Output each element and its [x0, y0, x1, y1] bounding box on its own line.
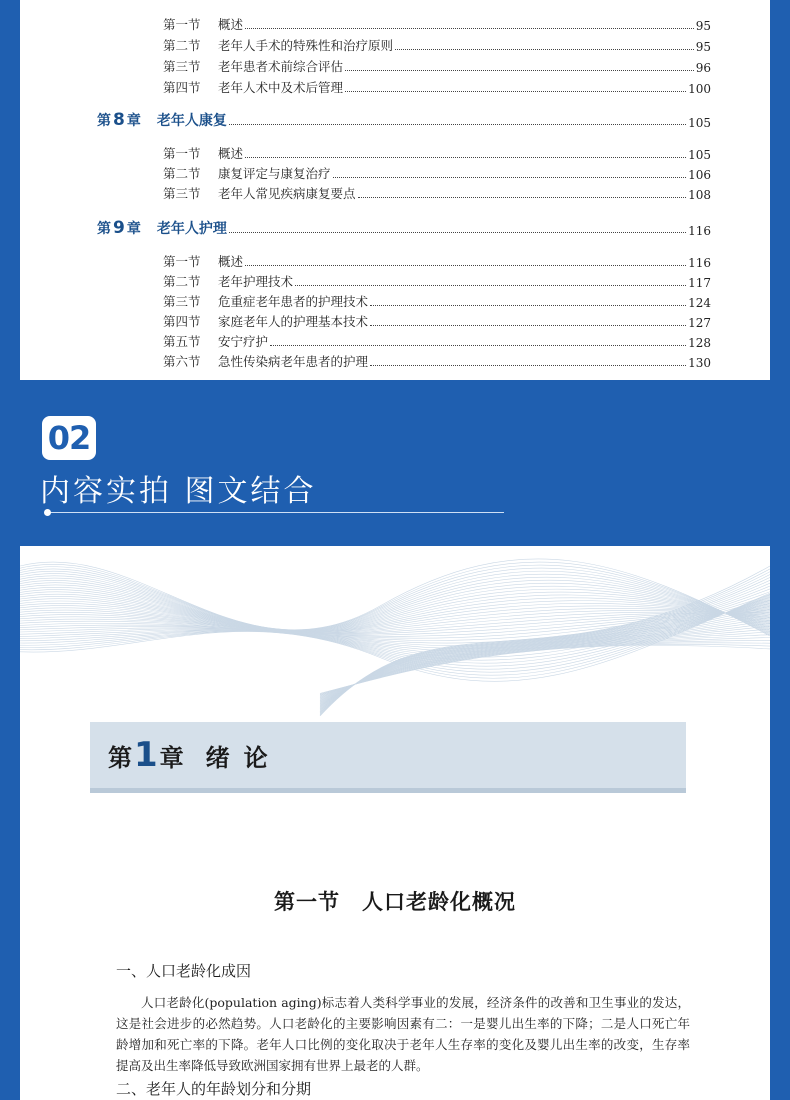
leader-dots: [370, 325, 686, 326]
page-number: 124: [688, 296, 711, 310]
page-number: 127: [688, 316, 711, 330]
chapter-prefix: 第: [97, 221, 111, 237]
entry-title: 家庭老年人的护理基本技术: [218, 314, 369, 329]
section-title: 内容实拍 图文结合: [40, 474, 317, 509]
toc-entry[interactable]: [163, 332, 711, 350]
leader-dots: [245, 157, 686, 158]
chapter-banner: [90, 722, 686, 793]
toc-chapter-8[interactable]: [97, 108, 711, 130]
page-number: 116: [688, 256, 711, 270]
chapter-suffix: 章: [159, 743, 184, 772]
section-label: 第一节: [163, 17, 201, 32]
entry-title: 老年护理技术: [218, 274, 294, 289]
page-number: 128: [688, 336, 711, 350]
subheading-1: 一、人口老龄化成因: [116, 962, 252, 980]
leader-dots: [345, 91, 686, 92]
chapter-name: 绪论: [205, 743, 282, 772]
subheading-2: 二、老年人的年龄划分和分期: [116, 1080, 312, 1098]
section-label: 第二节: [163, 274, 201, 289]
chapter-prefix: 第: [97, 113, 111, 129]
section-label: 第二节: [163, 38, 201, 53]
page-number: 95: [695, 19, 711, 33]
section-label: 第三节: [163, 59, 201, 74]
toc-entry[interactable]: [163, 36, 711, 54]
chapter-prefix: 第: [108, 743, 132, 772]
leader-dots: [370, 365, 686, 366]
toc-entry[interactable]: [163, 312, 711, 330]
section-label: 第一节: [163, 146, 201, 161]
leader-dots: [370, 305, 686, 306]
divider-dot-icon: [44, 509, 51, 516]
chapter-suffix: 章: [126, 221, 141, 237]
entry-title: 概述: [218, 17, 244, 32]
leader-dots: [358, 197, 687, 198]
toc-page: [20, 0, 770, 380]
toc-entry[interactable]: [163, 252, 711, 270]
leader-dots: [245, 28, 694, 29]
chapter-number: 9: [113, 218, 125, 238]
section-label: 第三节: [163, 186, 201, 201]
chapter-number: 8: [113, 110, 125, 130]
entry-title: 急性传染病老年患者的护理: [218, 354, 369, 369]
entry-title: 危重症老年患者的护理技术: [218, 294, 369, 309]
page-number: 106: [688, 168, 711, 182]
section-label: 第四节: [163, 80, 201, 95]
leader-dots: [345, 70, 694, 71]
toc-entry[interactable]: [163, 144, 711, 162]
toc-entry[interactable]: [163, 184, 711, 202]
section-label: 第四节: [163, 314, 201, 329]
leader-dots: [333, 177, 687, 178]
toc-entry[interactable]: [163, 15, 711, 33]
leader-dots: [395, 49, 694, 50]
toc-entry[interactable]: [163, 292, 711, 310]
section-divider: [48, 512, 504, 513]
chapter-name: 老年人康复: [156, 113, 227, 129]
wave-decoration-icon: [20, 546, 770, 716]
entry-title: 安宁疗护: [218, 334, 269, 349]
page-number: 117: [688, 276, 711, 290]
entry-title: 老年人手术的特殊性和治疗原则: [218, 38, 394, 53]
page-number: 95: [695, 40, 711, 54]
page-number: 105: [688, 148, 711, 162]
leader-dots: [295, 285, 686, 286]
page-number: 100: [688, 82, 711, 96]
section-label: 第三节: [163, 294, 201, 309]
leader-dots: [229, 124, 686, 125]
section-label: 第五节: [163, 334, 201, 349]
leader-dots: [229, 232, 686, 233]
book-page: [20, 546, 770, 1100]
chapter-suffix: 章: [126, 113, 141, 129]
toc-chapter-9[interactable]: [97, 216, 711, 238]
section-label: 第一节: [163, 254, 201, 269]
page-number: 105: [688, 116, 711, 130]
chapter-number: 1: [134, 735, 158, 775]
page-number: 130: [688, 356, 711, 370]
entry-title: 老年人术中及术后管理: [218, 80, 344, 95]
entry-title: 概述: [218, 254, 244, 269]
section-label: 第二节: [163, 166, 201, 181]
page-section-title: 第一节 人口老龄化概况: [274, 889, 516, 914]
section-label: 第六节: [163, 354, 201, 369]
entry-title: 老年人常见疾病康复要点: [218, 186, 356, 201]
page-number: 116: [688, 224, 711, 238]
toc-entry[interactable]: [163, 272, 711, 290]
toc-entry[interactable]: [163, 57, 711, 75]
page-number: 108: [688, 188, 711, 202]
entry-title: 概述: [218, 146, 244, 161]
entry-title: 老年患者术前综合评估: [218, 59, 344, 74]
leader-dots: [270, 345, 686, 346]
toc-entry[interactable]: [163, 352, 711, 370]
entry-title: 康复评定与康复治疗: [218, 166, 331, 181]
leader-dots: [245, 265, 686, 266]
page-number: 96: [695, 61, 711, 75]
toc-entry[interactable]: [163, 78, 711, 96]
chapter-name: 老年人护理: [156, 221, 227, 237]
body-paragraph: 人口老龄化(population aging)标志着人类科学事业的发展，经济条件的改善和卫生事业的发达，这是社会进步的必然趋势。人口老龄化的主要影响因素有二：一是婴儿出生率的下降；二是人口死亡年龄增加和死亡率的下降。老年人口比例的变化取决于老年人生存率的变化及婴儿出生率的改变，生存率提高及出生率降低导致欧洲国家拥有世界上最老的人群。: [116, 995, 690, 1073]
section-number-badge: 02: [42, 416, 96, 460]
toc-entry[interactable]: [163, 164, 711, 182]
